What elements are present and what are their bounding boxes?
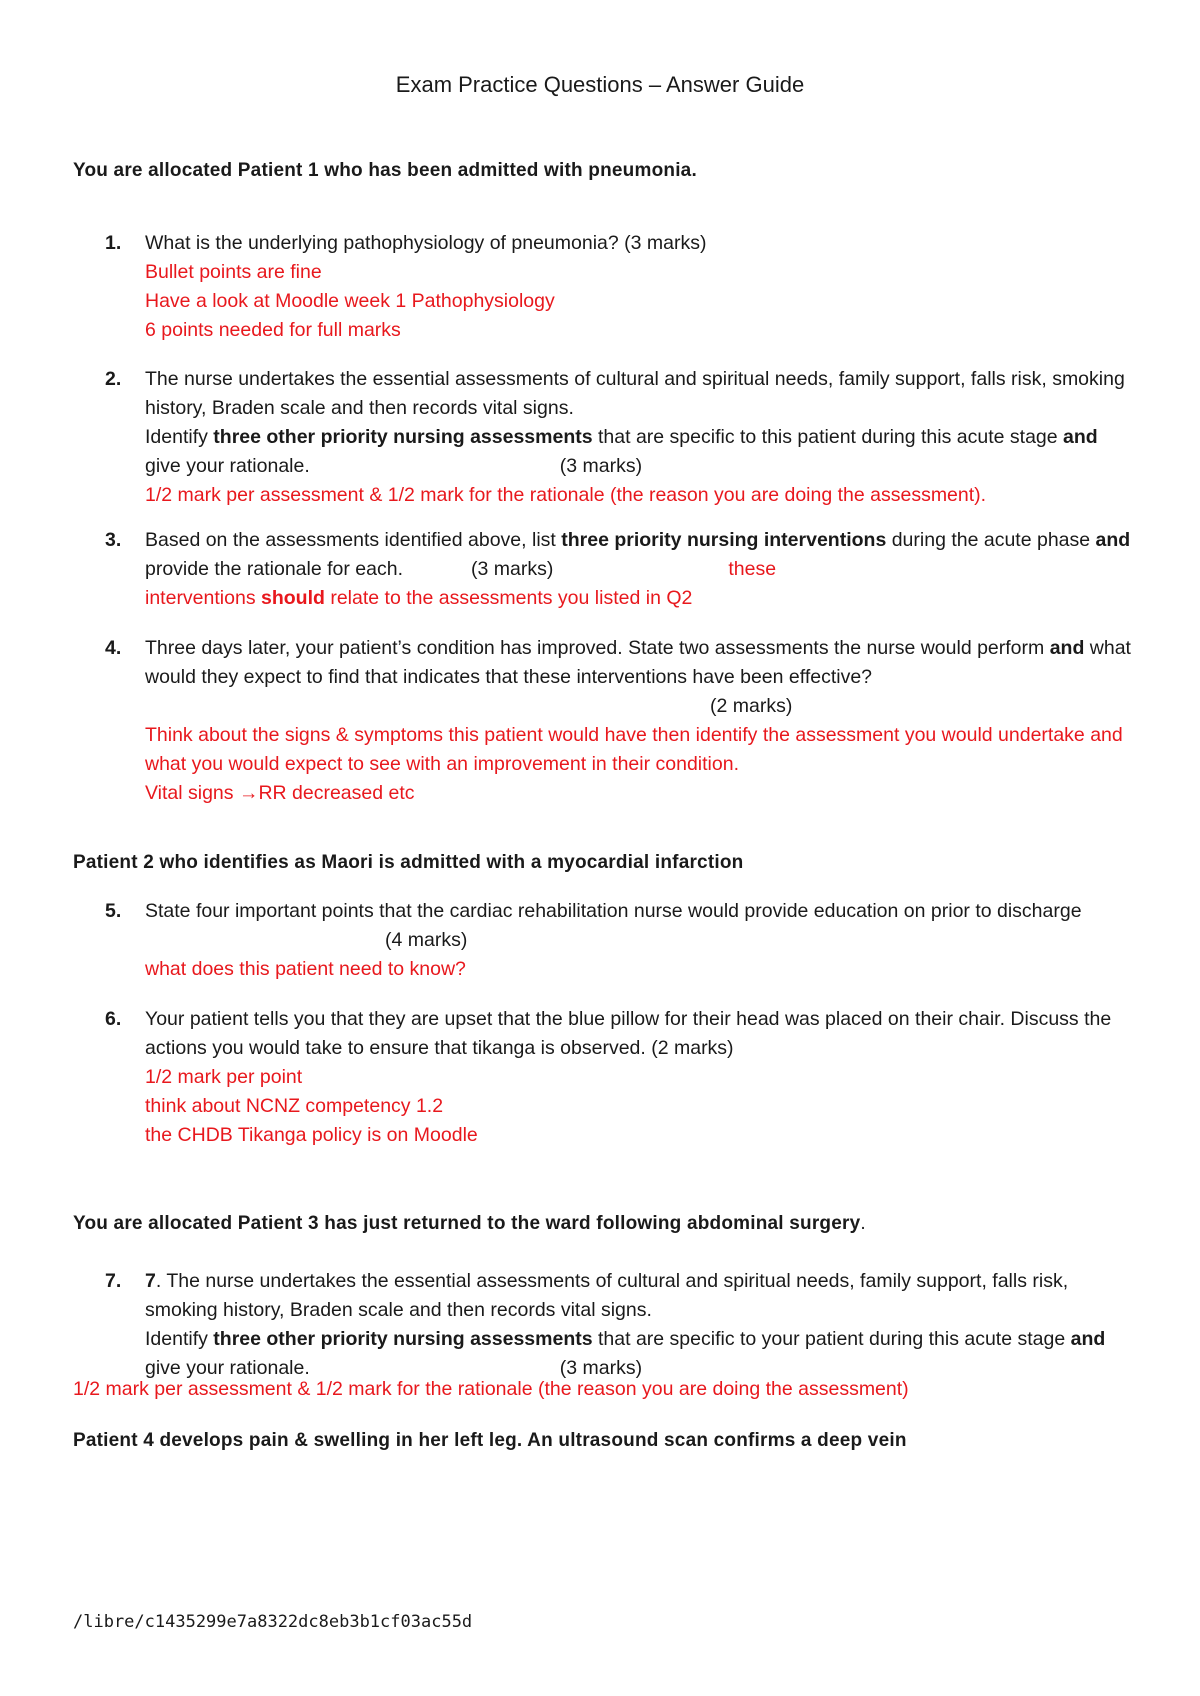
answer-note: 6 points needed for full marks (145, 319, 401, 341)
question-text: Your patient tells you that they are upset that the blue pillow for their head was placed on their chair. Discuss the actions you would take to ensure that tikanga is observed. (2 marks) (145, 1008, 1112, 1059)
question-number: 5. (105, 900, 122, 922)
page-title: Exam Practice Questions – Answer Guide (395, 72, 805, 97)
answer-note: Bullet points are fine (145, 261, 322, 283)
answer-note: 1/2 mark per assessment & 1/2 mark for the rationale (the reason you are doing the assessment). (145, 484, 987, 506)
question-1 (105, 229, 1135, 345)
document-path-footer: /libre/c1435299e7a8322dc8eb3b1cf03ac55d (73, 1612, 473, 1632)
answer-note: the CHDB Tikanga policy is on Moodle (145, 1124, 478, 1146)
question-number: 4. (105, 637, 122, 659)
question-text: The nurse undertakes the essential assessments of cultural and spiritual needs, family support, falls risk, smoking history, Braden scale and then records vital signs. (145, 368, 1125, 419)
question-text: State four important points that the cardiac rehabilitation nurse would provide education on prior to discharge(4 marks) (145, 900, 1082, 951)
marks: (4 marks) (385, 929, 468, 951)
question-number: 3. (105, 529, 122, 551)
question-number: 6. (105, 1008, 122, 1030)
answer-note: Think about the signs & symptoms this patient would have then identify the assessment you would undertake and what you would expect to see with an improvement in their condition. (145, 724, 1123, 775)
question-6 (105, 1005, 1135, 1150)
question-instruction: Identify three other priority nursing assessments that are specific to your patient during this acute stage and give your rationale. (3 marks) (145, 1328, 1106, 1379)
question-number: 2. (105, 368, 122, 390)
answer-note: interventions should relate to the assessments you listed in Q2 (145, 587, 693, 609)
patient-2-heading: Patient 2 who identifies as Maori is admitted with a myocardial infarction (73, 852, 744, 873)
patient-1-heading: You are allocated Patient 1 who has been admitted with pneumonia. (73, 160, 697, 181)
marks: (3 marks) (559, 455, 643, 477)
question-4 (105, 634, 1135, 808)
answer-note: 1/2 mark per assessment & 1/2 mark for the rationale (the reason you are doing the assessment) (73, 1378, 909, 1400)
question-instruction: Identify three other priority nursing assessments that are specific to this patient during this acute stage and give your rationale. (3 marks) (145, 426, 1098, 477)
question-text: What is the underlying pathophysiology of pneumonia? (3 marks) (145, 232, 707, 254)
question-number: 1. (105, 232, 122, 254)
patient-4-heading: Patient 4 develops pain & swelling in her left leg. An ultrasound scan confirms a deep vein (73, 1430, 907, 1451)
question-number: 7. (105, 1270, 122, 1292)
marks: (3 marks) (559, 1357, 643, 1379)
question-2 (105, 365, 1135, 510)
question-text: Based on the assessments identified above, list three priority nursing interventions during the acute phase and provide the rationale for each. (3 marks) these (145, 529, 1131, 580)
answer-note: these (728, 558, 777, 580)
answer-note: Vital signs →RR decreased etc (145, 782, 415, 804)
answer-note: what does this patient need to know? (145, 958, 466, 980)
question-text: Three days later, your patient’s condition has improved. State two assessments the nurse would perform and what would they expect to find that indicates that these interventions have been effective?(2 marks) (145, 637, 1131, 717)
marks: (3 marks) (471, 558, 554, 580)
question-7 (105, 1267, 1135, 1383)
patient-3-heading: You are allocated Patient 3 has just returned to the ward following abdominal surgery. (73, 1213, 866, 1234)
marks: (2 marks) (710, 695, 793, 717)
question-5 (105, 897, 1135, 984)
question-3 (105, 526, 1135, 613)
answer-note: 1/2 mark per point (145, 1066, 303, 1088)
question-text: 7. The nurse undertakes the essential assessments of cultural and spiritual needs, family support, falls risk, smoking history, Braden scale and then records vital signs. (145, 1270, 1069, 1321)
answer-note: think about NCNZ competency 1.2 (145, 1095, 444, 1117)
answer-note: Have a look at Moodle week 1 Pathophysiology (145, 290, 555, 312)
